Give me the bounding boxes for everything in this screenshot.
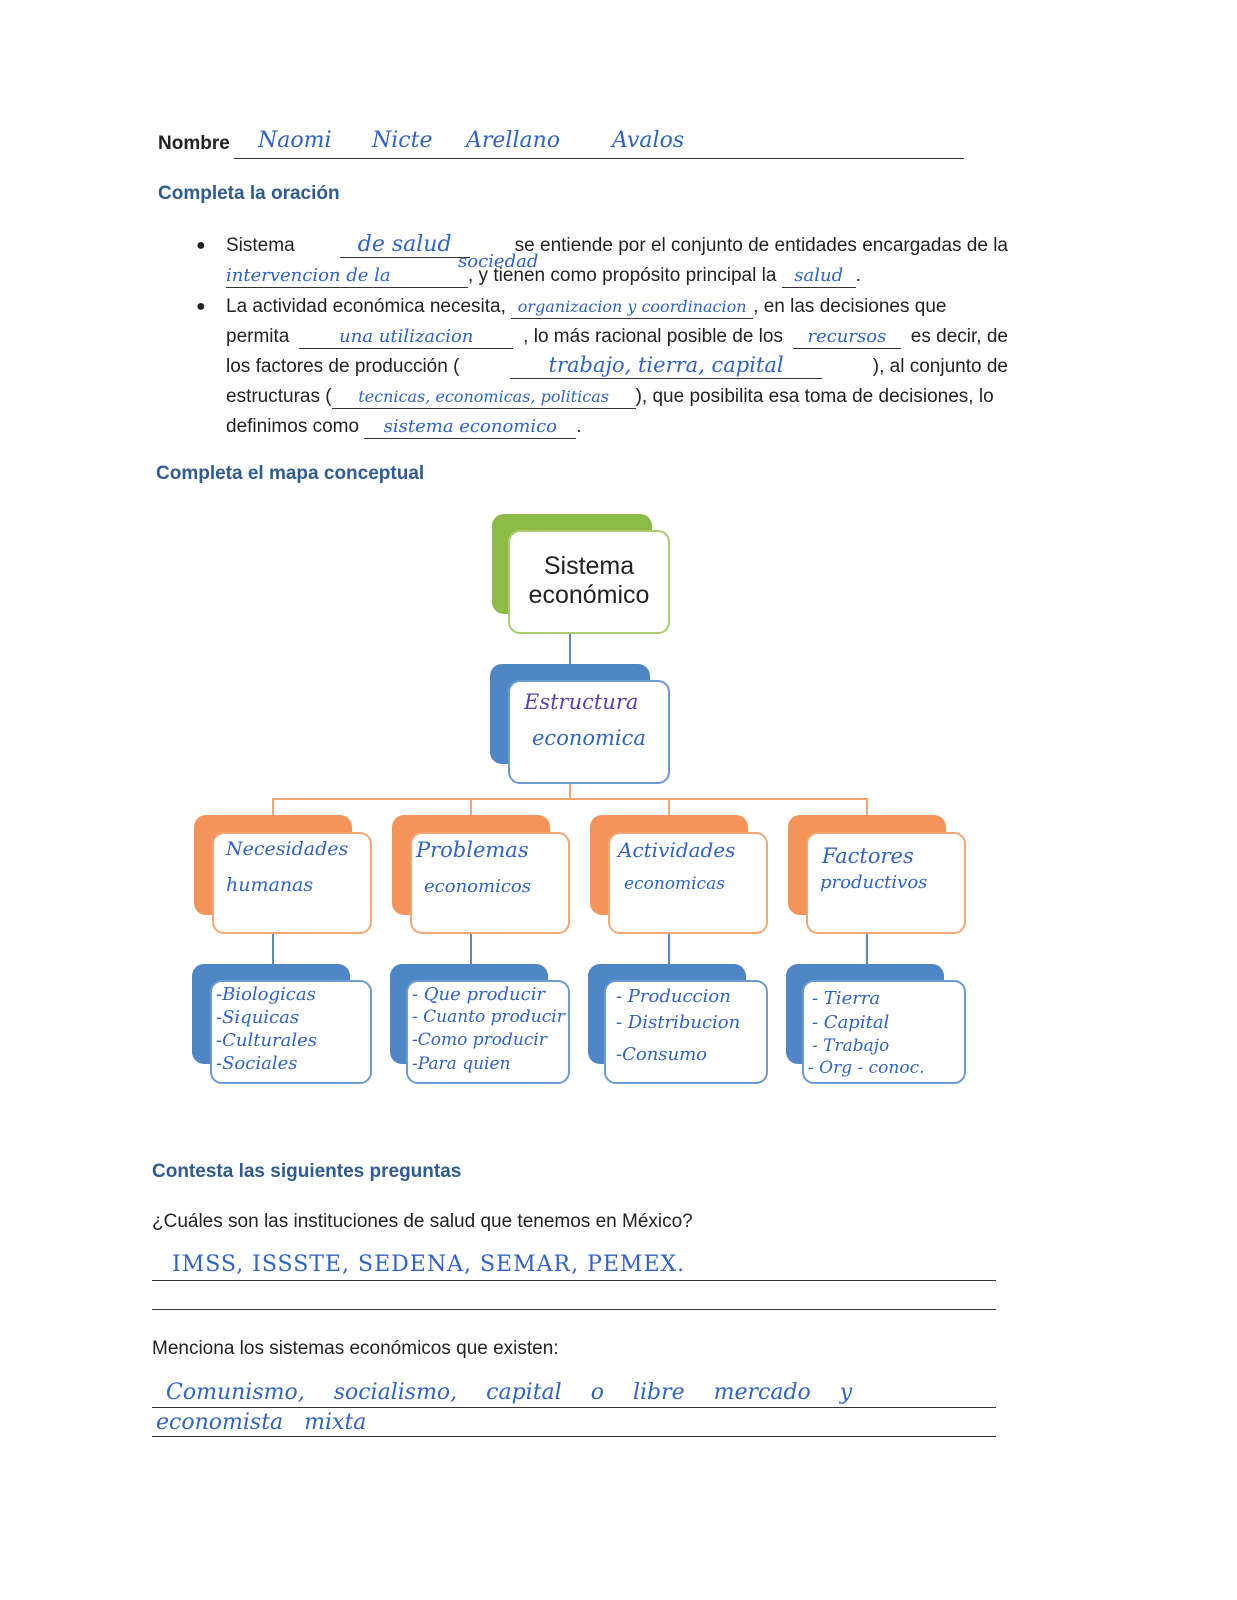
category-2-title-1: Problemas — [416, 838, 529, 862]
answer-1-line-2 — [152, 1309, 996, 1310]
sentence-2-text-j: definimos como — [226, 416, 360, 437]
connector-list-4 — [866, 934, 868, 964]
sentence-2-text-e: es decir, de — [910, 326, 1008, 347]
list-1-item-4: -Sociales — [216, 1053, 298, 1074]
name-line — [234, 158, 964, 159]
level1-line2: economica — [532, 726, 646, 750]
list-1-item-3: -Culturales — [216, 1030, 318, 1051]
list-2-item-1: - Que producir — [412, 984, 546, 1005]
category-4-title-1: Factores — [822, 844, 914, 868]
level1-line1: Estructura — [524, 690, 639, 714]
sentence-1 — [226, 231, 1008, 291]
connector-list-2 — [470, 934, 472, 964]
blank-salud[interactable] — [782, 265, 856, 288]
category-2-title-2: economicos — [424, 876, 531, 897]
fill-salud: salud — [794, 265, 844, 286]
blank-recursos[interactable] — [793, 326, 901, 349]
name-first[interactable]: Naomi — [258, 128, 332, 153]
question-2: Menciona los sistemas económicos que existen: — [152, 1338, 559, 1359]
sentence-2-text-g: ), al conjunto de — [872, 356, 1008, 377]
answer-2-line-1[interactable]: Comunismo, socialismo, capital o libre mercado y — [166, 1380, 853, 1405]
list-2-card[interactable] — [406, 980, 570, 1084]
blank-estructuras[interactable] — [332, 386, 636, 409]
fill-organizacion: organizacion y coordinacion — [517, 297, 747, 316]
fill-factores: trabajo, tierra, capital — [548, 353, 784, 377]
answer-2-rule-2 — [152, 1436, 996, 1437]
level1-node[interactable] — [508, 680, 670, 784]
category-3-title-2: economicas — [624, 874, 725, 894]
sentence-1-text-c: , y tienen como propósito principal la — [468, 265, 777, 286]
fill-sistema-economico: sistema economico — [383, 416, 558, 437]
connector-cat-4 — [866, 798, 868, 816]
fill-de-salud: de salud — [357, 232, 452, 257]
root-title-line2: económico — [528, 581, 650, 609]
category-3-title-1: Actividades — [618, 838, 736, 862]
fill-estructuras: tecnicas, economicas, politicas — [358, 387, 609, 406]
category-1-title-1: Necesidades — [226, 838, 349, 860]
list-1-card[interactable] — [210, 980, 372, 1084]
name-label: Nombre — [158, 133, 230, 154]
fill-recursos: recursos — [807, 326, 887, 347]
sentence-2-text-d: , lo más racional posible de los — [523, 326, 783, 347]
connector-list-3 — [668, 934, 670, 964]
bullet-dot: ● — [196, 237, 206, 254]
list-4-item-1: - Tierra — [812, 988, 881, 1009]
fill-intervencion: intervencion de la — [226, 265, 391, 286]
fill-sociedad: sociedad — [458, 251, 539, 272]
category-1-title-2: humanas — [226, 874, 314, 896]
connector-cat-2 — [470, 798, 472, 816]
category-3-card[interactable] — [608, 832, 768, 934]
list-1-item-1: -Biologicas — [216, 984, 316, 1005]
sentence-2-text-a: La actividad económica necesita, — [226, 296, 506, 317]
blank-sistema-economico[interactable] — [364, 416, 576, 439]
answer-2-rule-1 — [152, 1407, 996, 1408]
connector-cat-3 — [668, 798, 670, 816]
section-heading-questions: Contesta las siguientes preguntas — [152, 1161, 462, 1182]
list-4-item-2: - Capital — [812, 1012, 890, 1033]
root-node — [508, 530, 670, 634]
name-second[interactable]: Nicte — [372, 128, 433, 153]
category-1-card[interactable] — [212, 832, 372, 934]
root-title-line1: Sistema — [543, 552, 635, 580]
list-3-card[interactable] — [604, 980, 768, 1084]
section-heading-concept-map: Completa el mapa conceptual — [156, 463, 425, 484]
section-heading-complete-sentence: Completa la oración — [158, 183, 340, 204]
list-3-item-1: - Produccion — [616, 986, 731, 1007]
list-4-item-3: - Trabajo — [812, 1036, 890, 1056]
blank-intervencion[interactable] — [226, 251, 539, 288]
list-4-item-4: - Org - conoc. — [808, 1058, 925, 1078]
answer-1[interactable]: IMSS, ISSSTE, SEDENA, SEMAR, PEMEX. — [172, 1252, 686, 1277]
connector-cat-1 — [272, 798, 274, 816]
blank-utilizacion[interactable] — [299, 326, 513, 349]
list-2-item-4: -Para quien — [412, 1054, 511, 1074]
bullet-dot: ● — [196, 298, 206, 315]
sentence-2-text-b: , en las decisiones que — [753, 296, 947, 317]
question-1: ¿Cuáles son las instituciones de salud que tenemos en México? — [152, 1211, 693, 1232]
category-2-card[interactable] — [410, 832, 570, 934]
sentence-2-text-c: permita — [226, 326, 290, 347]
connector-list-1 — [272, 934, 274, 964]
fill-utilizacion: una utilizacion — [339, 326, 474, 347]
name-fourth[interactable]: Avalos — [612, 128, 685, 153]
sentence-1-text-b: se entiende por el conjunto de entidades encargadas de la — [514, 235, 1008, 256]
list-3-item-3: -Consumo — [616, 1044, 708, 1065]
sentence-1-text-d: . — [855, 265, 861, 286]
blank-factores[interactable] — [510, 354, 822, 379]
list-1-item-2: -Siquicas — [216, 1007, 300, 1028]
sentence-2-text-f: los factores de producción ( — [226, 356, 460, 377]
list-2-item-3: -Como producir — [412, 1030, 547, 1050]
sentence-2-text-i: ), que posibilita esa toma de decisiones, lo — [635, 386, 994, 407]
list-3-item-2: - Distribucion — [616, 1012, 741, 1033]
list-4-card[interactable] — [802, 980, 966, 1084]
sentence-2-text-k: . — [576, 416, 582, 437]
answer-1-line-1 — [152, 1280, 996, 1281]
name-third[interactable]: Arellano — [466, 128, 561, 153]
blank-organizacion[interactable] — [511, 296, 753, 319]
sentence-2 — [226, 292, 1008, 442]
answer-2-line-2[interactable]: economista mixta — [156, 1410, 367, 1435]
category-4-card[interactable] — [806, 832, 966, 934]
sentence-2-text-h: estructuras ( — [226, 386, 332, 407]
connector-horizontal — [272, 798, 868, 800]
blank-sistema[interactable] — [340, 234, 470, 258]
list-2-item-2: - Cuanto producir — [412, 1007, 565, 1027]
category-4-title-2: productivos — [820, 872, 928, 893]
connector-root — [569, 634, 571, 664]
sentence-1-text-a: Sistema — [226, 235, 295, 256]
